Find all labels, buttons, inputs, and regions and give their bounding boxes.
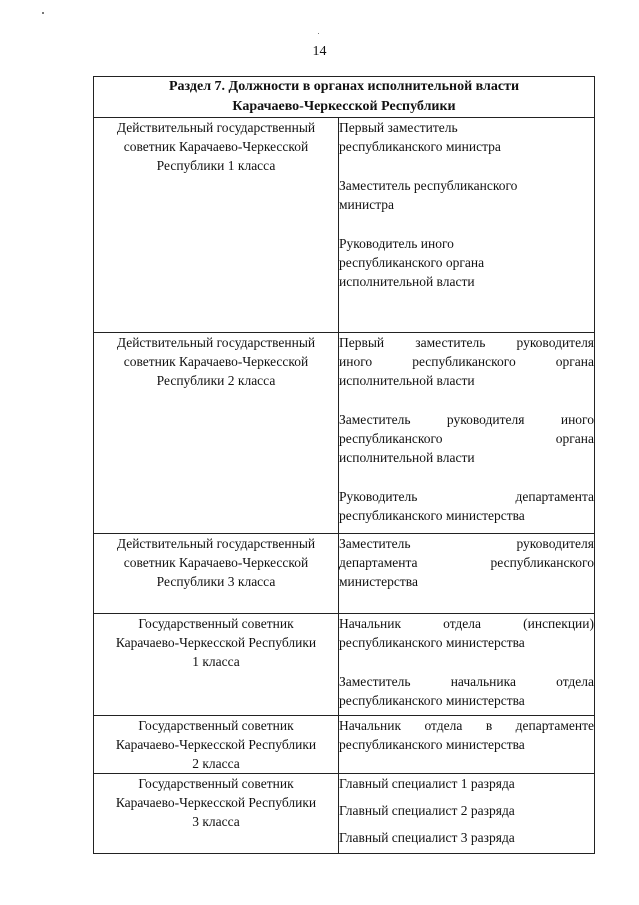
position-line: республиканского министерства [339, 508, 525, 523]
table-row [94, 118, 595, 333]
position-line: республиканского органа [339, 255, 485, 270]
position-line: Начальник отдела в департаменте [339, 718, 595, 733]
position-line: Заместитель руководителя [339, 536, 595, 551]
position-line: Главный специалист 3 разряда [339, 830, 515, 845]
positions-cell [339, 716, 595, 774]
position-line: исполнительной власти [339, 373, 475, 388]
positions-cell [339, 774, 595, 854]
rank-cell [94, 614, 339, 716]
position-line: Руководитель департамента [339, 489, 595, 504]
rank-line: Карачаево-Черкесской Республики [115, 737, 317, 752]
table-row [94, 534, 595, 614]
position-line: Заместитель руководителя иного [339, 412, 595, 427]
positions-table [93, 76, 595, 854]
position-line: Первый заместитель [339, 120, 458, 135]
scan-speck [318, 33, 319, 34]
rank-line: Республики 3 класса [156, 574, 276, 589]
position-line: иного республиканского органа [339, 354, 595, 369]
rank-line: 1 класса [192, 654, 240, 669]
table-row [94, 614, 595, 716]
positions-cell [339, 534, 595, 614]
position-line: республиканского министра [339, 139, 501, 154]
rank-line: Действительный государственный [116, 335, 316, 350]
rank-line: Карачаево-Черкесской Республики [115, 635, 317, 650]
position-line: исполнительной власти [339, 274, 475, 289]
rank-line: 3 класса [192, 814, 240, 829]
rank-cell [94, 716, 339, 774]
section-header-row [94, 77, 595, 118]
table-row [94, 716, 595, 774]
position-line: Главный специалист 1 разряда [339, 776, 515, 791]
position-line: министерства [339, 574, 418, 589]
position-line: Руководитель иного [339, 236, 454, 251]
rank-line: Государственный советник [138, 718, 294, 733]
rank-line: 2 класса [192, 756, 240, 771]
rank-line: Республики 1 класса [156, 158, 276, 173]
position-line: Заместитель начальника отдела [339, 674, 595, 689]
rank-line: советник Карачаево-Черкесской [123, 354, 309, 369]
rank-line: советник Карачаево-Черкесской [123, 139, 309, 154]
position-line: Главный специалист 2 разряда [339, 803, 515, 818]
position-line: Начальник отдела (инспекции) [339, 616, 595, 631]
rank-line: советник Карачаево-Черкесской [123, 555, 309, 570]
position-line: исполнительной власти [339, 450, 475, 465]
positions-cell [339, 333, 595, 534]
position-line: Заместитель республиканского [339, 178, 518, 193]
rank-line: Государственный советник [138, 616, 294, 631]
positions-cell [339, 118, 595, 333]
rank-line: Государственный советник [138, 776, 294, 791]
position-line: республиканского министерства [339, 693, 525, 708]
rank-cell [94, 534, 339, 614]
positions-cell [339, 614, 595, 716]
table-row [94, 333, 595, 534]
rank-line: Карачаево-Черкесской Республики [115, 795, 317, 810]
rank-line: Действительный государственный [116, 536, 316, 551]
rank-cell [94, 118, 339, 333]
rank-line: Действительный государственный [116, 120, 316, 135]
rank-line: Республики 2 класса [156, 373, 276, 388]
position-line: республиканского органа [339, 431, 595, 446]
page-number: 14 [312, 44, 327, 59]
rank-cell [94, 333, 339, 534]
section-title-line: Карачаево-Черкесской Республики [232, 99, 456, 114]
section-title [94, 77, 595, 118]
position-line: Первый заместитель руководителя [339, 335, 595, 350]
position-line: министра [339, 197, 395, 212]
position-line: департамента республиканского [339, 555, 595, 570]
rank-cell [94, 774, 339, 854]
position-line: республиканского министерства [339, 635, 525, 650]
table-row [94, 774, 595, 854]
section-title-line: Раздел 7. Должности в органах исполнительной власти [168, 79, 520, 94]
position-line: республиканского министерства [339, 737, 525, 752]
scan-speck [42, 12, 44, 14]
